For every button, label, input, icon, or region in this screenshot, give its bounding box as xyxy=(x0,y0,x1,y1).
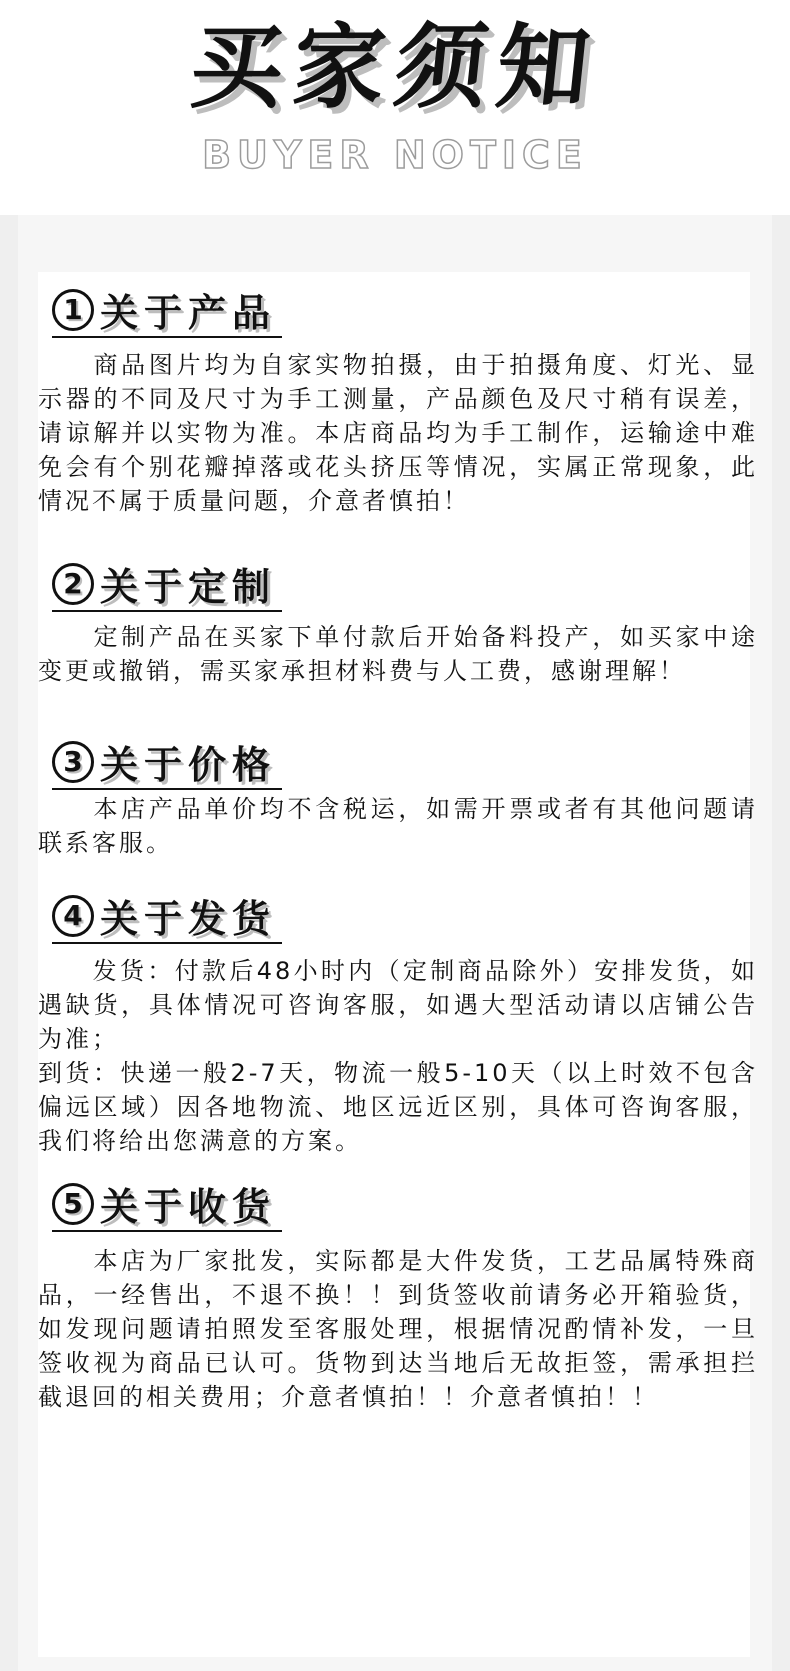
page-title: 买家须知 xyxy=(185,14,605,121)
section-text-custom: 定制产品在买家下单付款后开始备料投产，如买家中途变更或撤销，需买家承担材料费与人工费，感谢理解！ xyxy=(38,623,758,685)
section-text-product: 商品图片均为自家实物拍摄，由于拍摄角度、灯光、显示器的不同及尺寸为手工测量，产品颜色及尺寸稍有误差，请谅解并以实物为准。本店商品均为手工制作，运输途中难免会有个别花瓣掉落或花头挤压等情况，实属正常现象，此情况不属于质量问题，介意者慎拍！ xyxy=(38,351,758,515)
section-underline xyxy=(52,942,282,944)
section-text-receiving: 本店为厂家批发，实际都是大件发货，工艺品属特殊商品，一经售出，不退不换！！到货签收前请务必开箱验货，如发现问题请拍照发至客服处理，根据情况酌情补发，一旦签收视为商品已认可。货物到达当地后无故拒签，需承担拦截退回的相关费用；介意者慎拍！！介意者慎拍！！ xyxy=(38,1247,758,1411)
section-title: 关于产品 xyxy=(100,291,277,335)
section-heading-price xyxy=(52,734,276,792)
section-title: 关于定制 xyxy=(100,565,277,609)
section-number-badge: 1 xyxy=(52,289,94,331)
section-heading-shipping xyxy=(52,888,276,946)
section-title: 关于价格 xyxy=(100,743,277,787)
section-number-badge: 5 xyxy=(52,1183,94,1225)
section-title: 关于收货 xyxy=(100,1185,277,1229)
section-underline xyxy=(52,336,282,338)
title-wrap xyxy=(0,14,790,121)
section-heading-receiving xyxy=(52,1176,276,1234)
section-title: 关于发货 xyxy=(100,897,277,941)
section-text-price: 本店产品单价均不含税运，如需开票或者有其他问题请联系客服。 xyxy=(38,795,758,857)
section-heading-custom xyxy=(52,556,276,614)
header xyxy=(0,0,790,210)
section-number-badge: 2 xyxy=(52,563,94,605)
section-number-badge: 4 xyxy=(52,895,94,937)
section-text-shipping: 发货：付款后48小时内（定制商品除外）安排发货，如遇缺货，具体情况可咨询客服，如遇大型活动请以店铺公告为准； 到货：快递一般2-7天，物流一般5-10天（以上时效不包含偏远区域）因各地物流、地区远近区别，具体可咨询客服，我们将给出您满意的方案。 xyxy=(38,957,758,1155)
section-underline xyxy=(52,610,282,612)
section-underline xyxy=(52,788,282,790)
page-subtitle: BUYER NOTICE xyxy=(202,133,588,177)
section-underline xyxy=(52,1230,282,1232)
section-number-badge: 3 xyxy=(52,741,94,783)
section-heading-product xyxy=(52,282,276,340)
